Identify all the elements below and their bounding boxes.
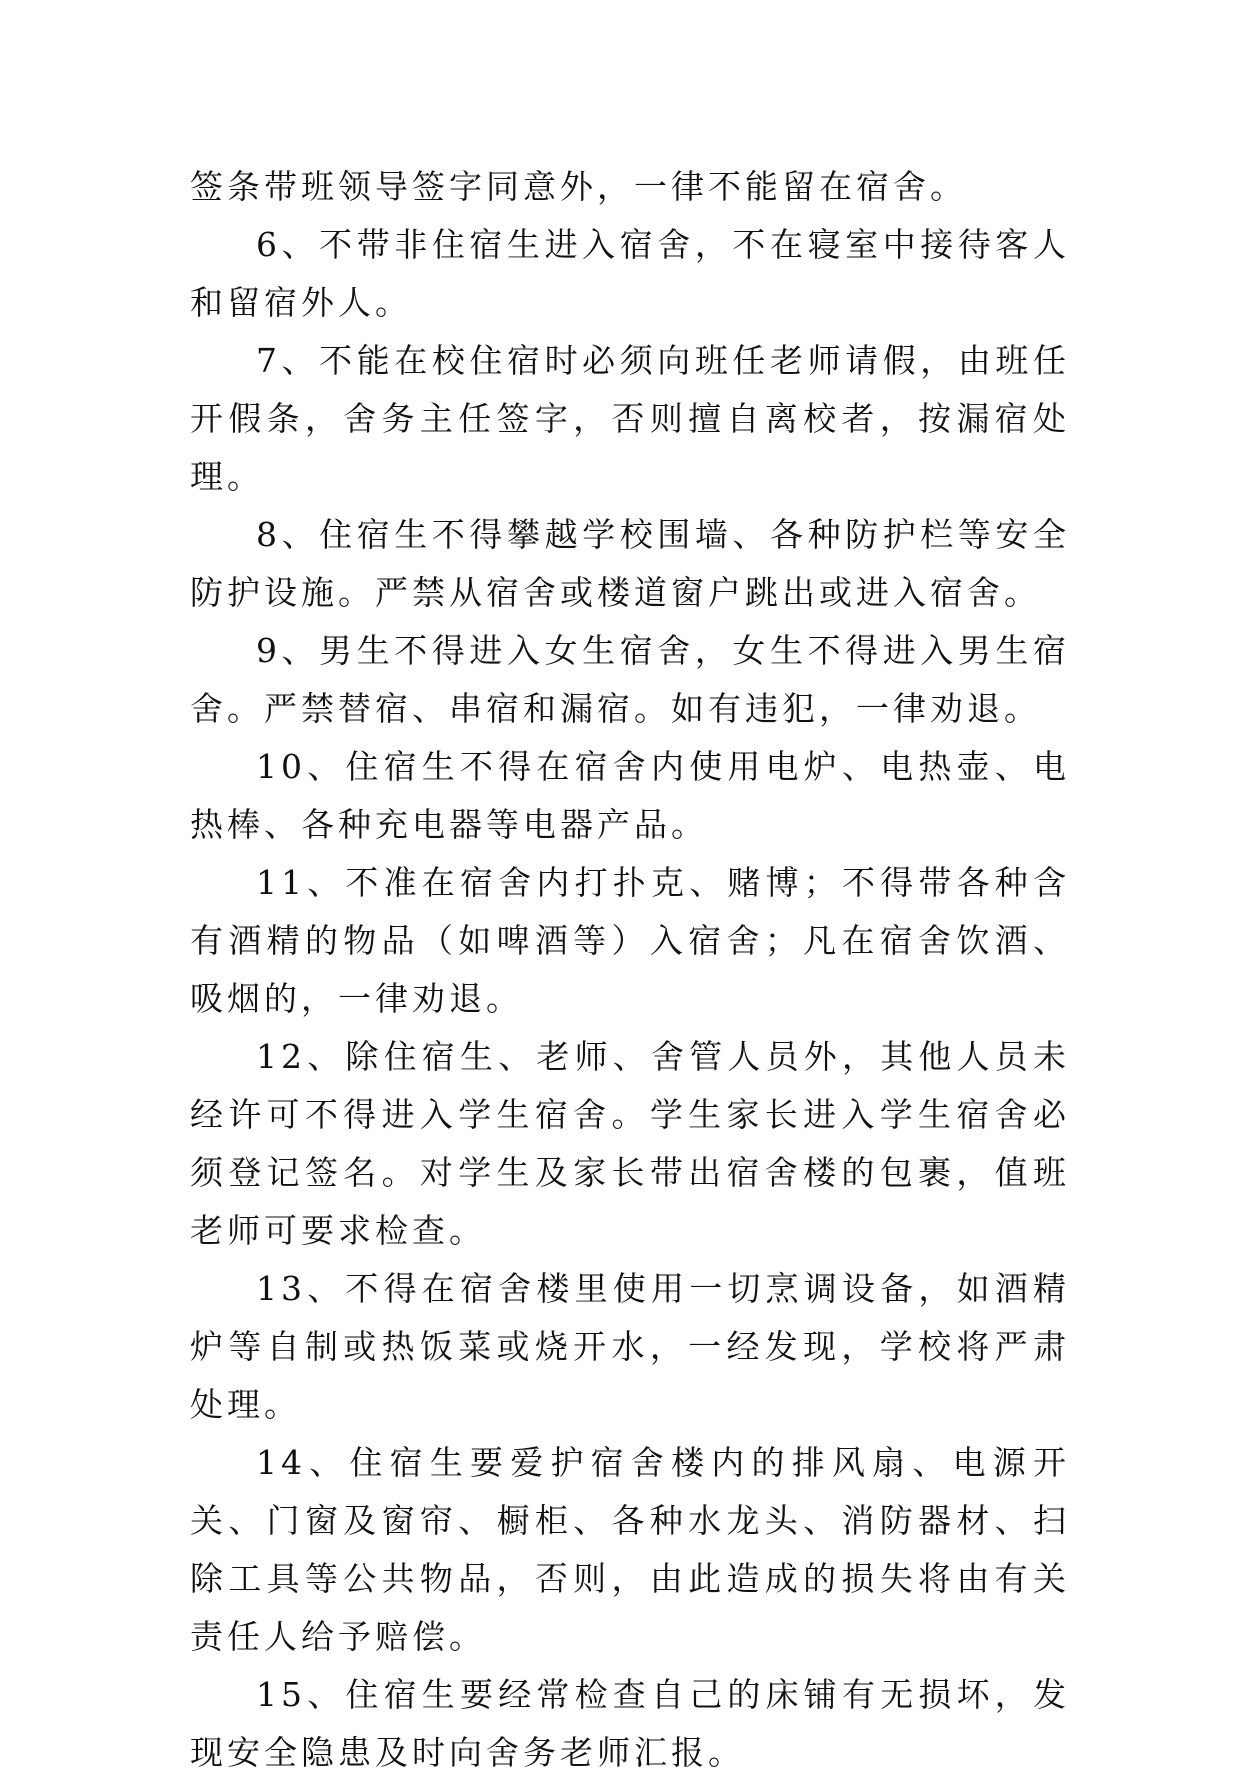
paragraph-continuation: 签条带班领导签字同意外，一律不能留在宿舍。 bbox=[190, 167, 967, 206]
paragraph-rule-12: 12、除住宿生、老师、舍管人员外，其他人员未经许可不得进入学生宿舍。学生家长进入学生宿舍必须登记签名。对学生及家长带出宿舍楼的包裹，值班老师可要求检查。 bbox=[190, 1037, 1070, 1250]
paragraph-rule-13: 13、不得在宿舍楼里使用一切烹调设备，如酒精炉等自制或热饭菜或烧开水，一经发现，学校将严肃处理。 bbox=[190, 1269, 1070, 1424]
paragraph-rule-6: 6、不带非住宿生进入宿舍，不在寝室中接待客人和留宿外人。 bbox=[190, 225, 1070, 322]
paragraph-rule-14: 14、住宿生要爱护宿舍楼内的排风扇、电源开关、门窗及窗帘、橱柜、各种水龙头、消防器材、扫除工具等公共物品，否则，由此造成的损失将由有关责任人给予赔偿。 bbox=[190, 1443, 1070, 1656]
paragraph-rule-8: 8、住宿生不得攀越学校围墙、各种防护栏等安全防护设施。严禁从宿舍或楼道窗户跳出或进入宿舍。 bbox=[190, 515, 1070, 612]
paragraph-rule-9: 9、男生不得进入女生宿舍，女生不得进入男生宿舍。严禁替宿、串宿和漏宿。如有违犯，一律劝退。 bbox=[190, 631, 1070, 728]
paragraph-rule-15: 15、住宿生要经常检查自己的床铺有无损坏，发现安全隐患及时向舍务老师汇报。 bbox=[190, 1675, 1070, 1772]
document-body bbox=[190, 158, 1070, 1782]
paragraph-rule-11: 11、不准在宿舍内打扑克、赌博；不得带各种含有酒精的物品（如啤酒等）入宿舍；凡在宿舍饮酒、吸烟的，一律劝退。 bbox=[190, 863, 1070, 1018]
paragraph-rule-10: 10、住宿生不得在宿舍内使用电炉、电热壶、电热棒、各种充电器等电器产品。 bbox=[190, 747, 1070, 844]
paragraph-rule-7: 7、不能在校住宿时必须向班任老师请假，由班任开假条，舍务主任签字，否则擅自离校者，按漏宿处理。 bbox=[190, 341, 1070, 496]
